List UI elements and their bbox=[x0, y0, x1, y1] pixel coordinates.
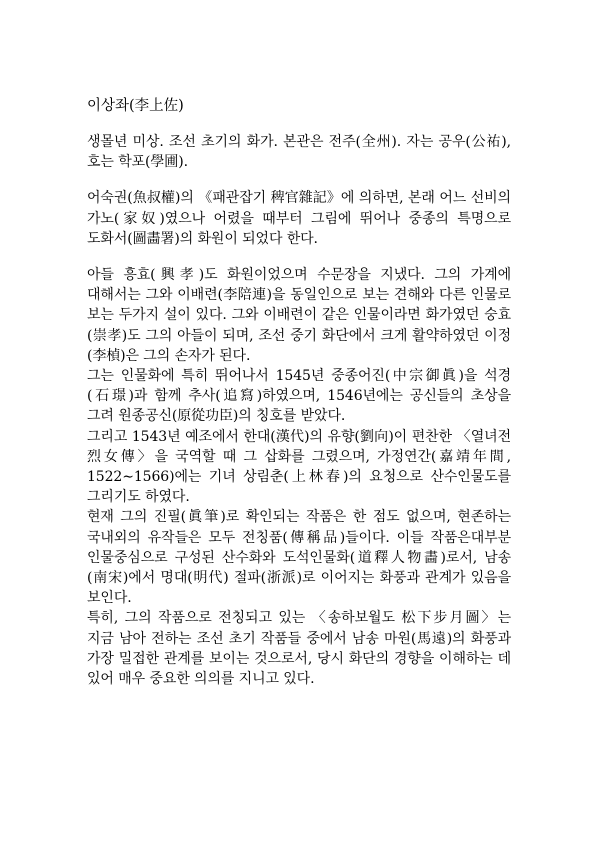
paragraph-portraits: 그는 인물화에 특히 뛰어나서 1545년 중종어진(中宗御眞)을 석경(石璟)과 함께 추사(追寫)하였으며, 1546년에는 공신들의 초상을 그려 원종공신(原從功臣)의 칭호를 받았다. bbox=[87, 368, 511, 425]
document-page bbox=[87, 96, 511, 689]
paragraph-family: 아들 흥효(興孝)도 화원이었으며 수문장을 지냈다. 그의 가계에 대해서는 그와 이배련(李陪連)을 동일인으로 보는 견해와 다른 인물로 보는 두가지 설이 있다. 그와 이배련이 같은 인물이라면 화가였던 숭효(崇孝)도 그의 아들이 되며, 조선 중기 화단에서 크게 활약하였던 이정(李楨)은 그의 손자가 된다. bbox=[87, 267, 511, 364]
paragraph-illustrations: 그리고 1543년 예조에서 한대(漢代)의 유향(劉向)이 편찬한 〈열녀전 烈女傳〉을 국역할 때 그 삽화를 그렸으며, 가정연간(嘉靖年間, 1522∼1566)에는 기녀 상림춘(上林春)의 요청으로 산수인물도를 그리기도 하였다. bbox=[87, 428, 511, 506]
paragraph-significance: 특히, 그의 작품으로 전칭되고 있는 〈송하보월도 松下步月圖〉는 지금 남아 전하는 조선 초기 작품들 중에서 남송 마원(馬遠)의 화풍과 가장 밀접한 관계를 보이는 것으로서, 당시 화단의 경향을 이해하는 데 있어 매우 중요한 의의를 지니고 있다. bbox=[87, 610, 511, 688]
document-title: 이상좌(李上佐) bbox=[87, 98, 184, 114]
paragraph-extant-works: 현재 그의 진필(眞筆)로 확인되는 작품은 한 점도 없으며, 현존하는 국내외의 유작들은 모두 전칭품(傳稱品)들이다. 이들 작품은대부분 인물중심으로 구성된 산수화와 도석인물화(道釋人物畵)로서, 남송(南宋)에서 명대(明代) 절파(浙派)로 이어지는 화풍과 관계가 있음을 보인다. bbox=[87, 509, 511, 607]
paragraph-origin: 어숙권(魚叔權)의 《패관잡기 稗官雜記》에 의하면, 본래 어느 선비의 가노(家奴)였으나 어렸을 때부터 그림에 뛰어나 중종의 특명으로 도화서(圖畵署)의 화원이 되었다 한다. bbox=[87, 190, 511, 247]
paragraph-overview: 생몰년 미상. 조선 초기의 화가. 본관은 전주(全州). 자는 공우(公祐), 호는 학포(學圃). bbox=[87, 134, 511, 171]
